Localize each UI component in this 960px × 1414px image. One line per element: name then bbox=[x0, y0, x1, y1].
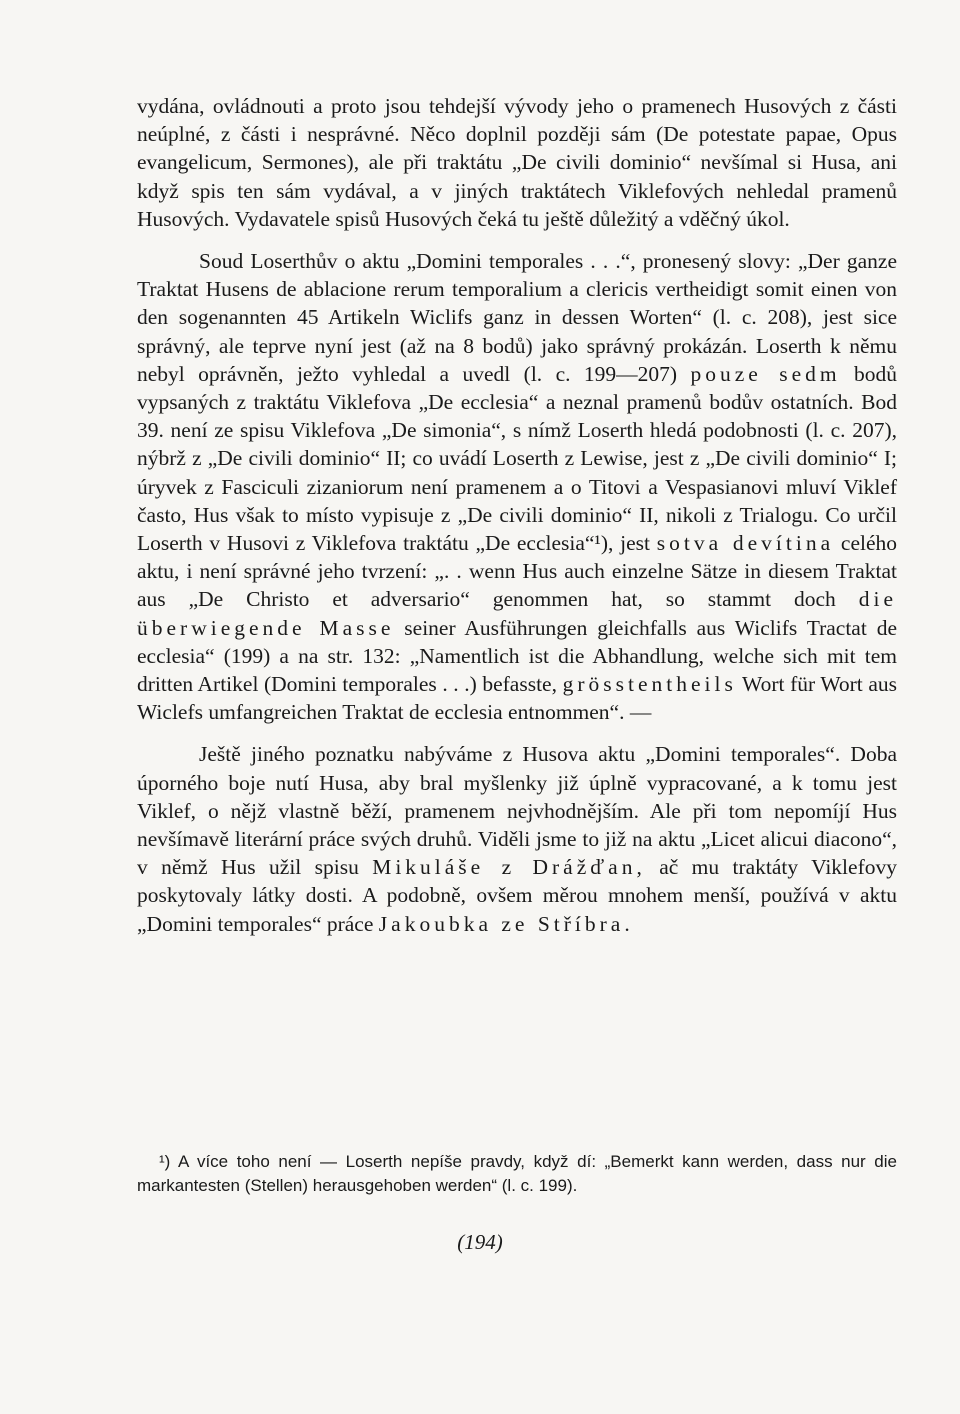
footnote bbox=[137, 1150, 897, 1198]
paragraph-3 bbox=[137, 740, 897, 937]
spaced-emphasis: Mikuláše z Drážďan, bbox=[372, 855, 646, 880]
spaced-emphasis: grösstentheils bbox=[562, 672, 737, 697]
paragraph-1: vydána, ovládnouti a proto jsou tehdejší vývody jeho o pramenech Husových z části neúplné, z části i nesprávné. Něco doplnil později sám (De potestate papae, Opus evangelicum, Sermones), ale při traktátu „De civili dominio“ nevšímal si Husa, ani když spis ten sám vydával, a v jiných traktátech Viklefových nehledal pramenů Husových. Vydavatele spisů Husových čeká tu ještě důležitý a vděčný úkol. bbox=[137, 94, 897, 231]
page-number: (194) bbox=[457, 1230, 503, 1254]
paragraph-3-text-2: ač mu traktáty Viklefovy poskytovaly látky dosti. A podobně, ovšem měrou mnohem menší, používá v aktu „Domini temporales“ práce bbox=[137, 855, 897, 936]
spaced-emphasis: Jakoubka ze Stříbra. bbox=[378, 911, 634, 936]
paragraph-2-text-2: bodů vypsaných z traktátu Viklefova „De ecclesia“ a neznal pramenů bodův ostatních. Bod 39. není ze spisu Viklefova „De simonia“, s nímž Loserth hledá podobnosti (l. c. 207), nýbrž z „De civili dominio“ II; co uvádí Loserth z Lewise, jest z „De civili dominio“ I; úryvek z Fasciculi zizaniorum není pramenem a o Titovi a Vespasianovi mluví Viklef často, Hus však to místo vypisuje z „De civili dominio“ II, nikoli z Trialogu. Co určil Loserth v Husovi z Viklefova traktátu „De ecclesia“¹), jest bbox=[137, 361, 897, 556]
paragraph-2 bbox=[137, 247, 897, 726]
spaced-emphasis: pouze sedm bbox=[690, 361, 841, 386]
spaced-emphasis: die überwiegende Masse bbox=[137, 587, 897, 640]
footnote-text: ¹) A více toho není — Loserth nepíše pravdy, když dí: „Bemerkt kann werden, dass nur die markantesten (Stellen) herausgehoben werden“ (l. c. 199). bbox=[137, 1152, 897, 1195]
paragraph-2-text-5: Wort für Wort aus Wiclefs umfangreichen Traktat de ecclesia entnommen“. — bbox=[137, 672, 898, 725]
main-text bbox=[137, 92, 897, 938]
paragraph-3-text-1: Ještě jiného poznatku nabýváme z Husova aktu „Domini temporales“. Doba úporného boje nutí Husa, aby bral myšlenky již úplně vypracované, a k tomu jest Viklef, o nějž vlastně běží, pramenem nejvhodnějším. Ale při tom nepomíjí Hus nevšímavě literární práce svých druhů. Viděli jsme to již na aktu „Licet alicui diacono“, v němž Hus užil spisu bbox=[137, 742, 897, 880]
paragraph-2-text-4: seiner Ausführungen gleichfalls aus Wiclifs Tractat de ecclesia“ (199) a na str. 132: „Namentlich ist die Abhandlung, welche sich mit tem dritten Artikel (Domini temporales . . .) befasste, bbox=[137, 615, 897, 697]
paragraph-2-text-3: celého aktu, i není správné jeho tvrzení: „. . wenn Hus auch einzelne Sätze in diesem Traktat aus „De Christo et adversario“ genommen hat, so stammt doch bbox=[137, 531, 898, 612]
paragraph-2-text-1: Soud Loserthův o aktu „Domini temporales . . .“, pronesený slovy: „Der ganze Traktat Husens de ablacione rerum temporalium a clericis vertheidigt somit einen von den sogenannten 45 Artikeln Wiclifs ganz in dessen Worten“ (l. c. 208), jest sice správný, ale teprve nyní jest (až na 8 bodů) jako správný prokázán. Loserth k němu nebyl oprávněn, ježto vyhledal a uvedl (l. c. 199—207) bbox=[137, 249, 897, 386]
spaced-emphasis: sotva devítina bbox=[656, 531, 835, 556]
